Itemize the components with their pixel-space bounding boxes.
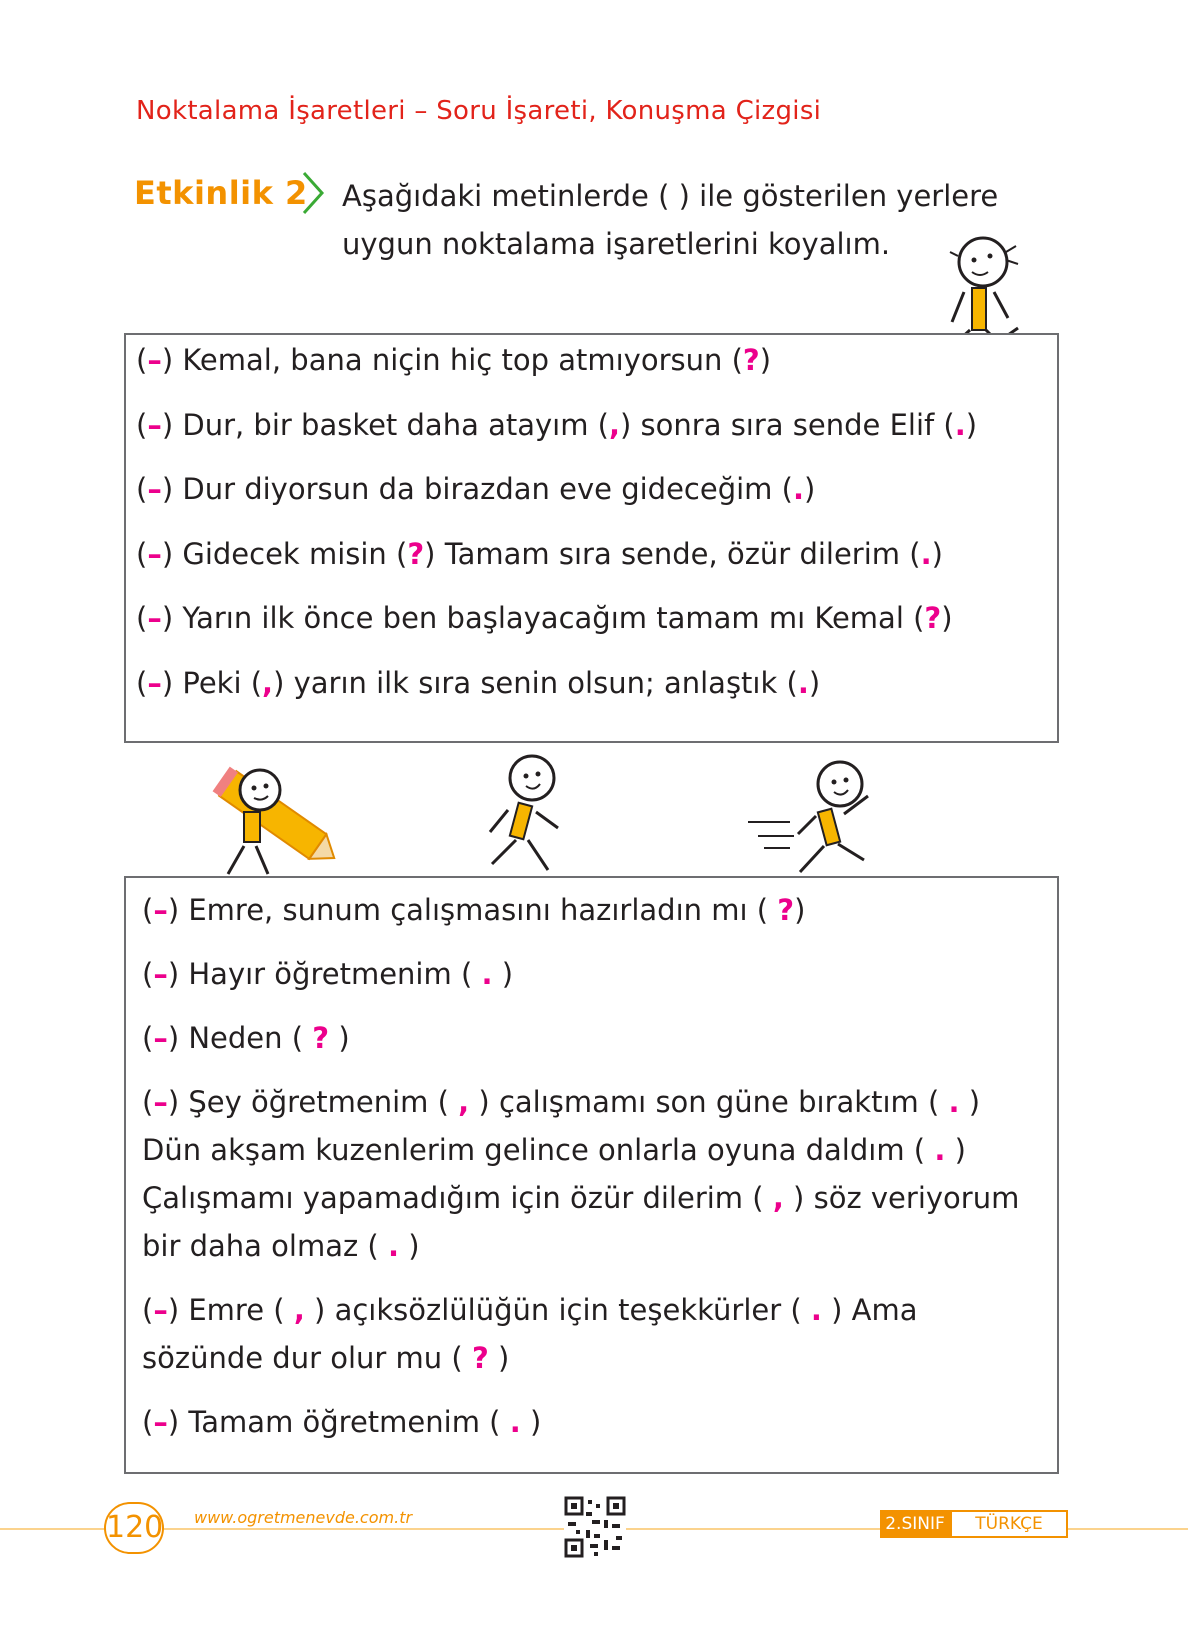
subject-badge: TÜRKÇE [950,1510,1068,1538]
dialogue-paragraph: (–) Hayır öğretmenim ( . ) [142,957,514,991]
dialogue-box-1 [124,333,1059,743]
activity-label: Etkinlik 2 [134,174,308,212]
dialogue-box-2 [124,876,1059,1474]
page-number: 120 [104,1502,164,1554]
stick-figure-walking-icon [478,752,570,876]
qr-code-icon [564,1496,626,1558]
dialogue-line: (–) Peki (,) yarın ilk sıra senin olsun; anlaştık (.) [136,666,821,700]
dialogue-line: (–) Dur diyorsun da birazdan eve gideceğim (.) [136,472,816,506]
chevron-right-icon [300,170,326,216]
dialogue-paragraph: (–) Tamam öğretmenim ( . ) [142,1405,542,1439]
activity-instruction: Aşağıdaki metinlerde ( ) ile gösterilen yerlere uygun noktalama işaretlerini koyalım. [342,179,999,261]
dialogue-paragraph: (–) Neden ( ? ) [142,1021,350,1055]
stick-figure-pencil-icon [204,762,344,880]
dialogue-line: (–) Yarın ilk önce ben başlayacağım tamam mı Kemal (?) [136,601,953,635]
grade-badge: 2.SINIF [880,1510,950,1538]
dialogue-paragraph: (–) Şey öğretmenim ( , ) çalışmamı son güne bıraktım ( . ) Dün akşam kuzenlerim gelince onlarla oyuna daldım ( . ) Çalışmamı yapamadığım için özür dilerim ( , ) söz veriyorum bir daha olmaz ( . ) [142,1085,1020,1263]
stick-figure-running-icon [744,756,904,878]
dialogue-paragraph: (–) Emre, sunum çalışmasını hazırladın mı ( ?) [142,893,806,927]
dialogue-line: (–) Kemal, bana niçin hiç top atmıyorsun (?) [136,343,772,377]
dialogue-line: (–) Gidecek misin (?) Tamam sıra sende, özür dilerim (.) [136,537,943,571]
dialogue-line: (–) Dur, bir basket daha atayım (,) sonra sıra sende Elif (.) [136,408,978,442]
dialogue-paragraph: (–) Emre ( , ) açıksözlülüğün için teşekkürler ( . ) Ama sözünde dur olur mu ( ? ) [142,1293,918,1375]
page-topic: Noktalama İşaretleri – Soru İşareti, Konuşma Çizgisi [136,96,822,126]
footer-url[interactable]: www.ogretmenevde.com.tr [194,1508,413,1527]
